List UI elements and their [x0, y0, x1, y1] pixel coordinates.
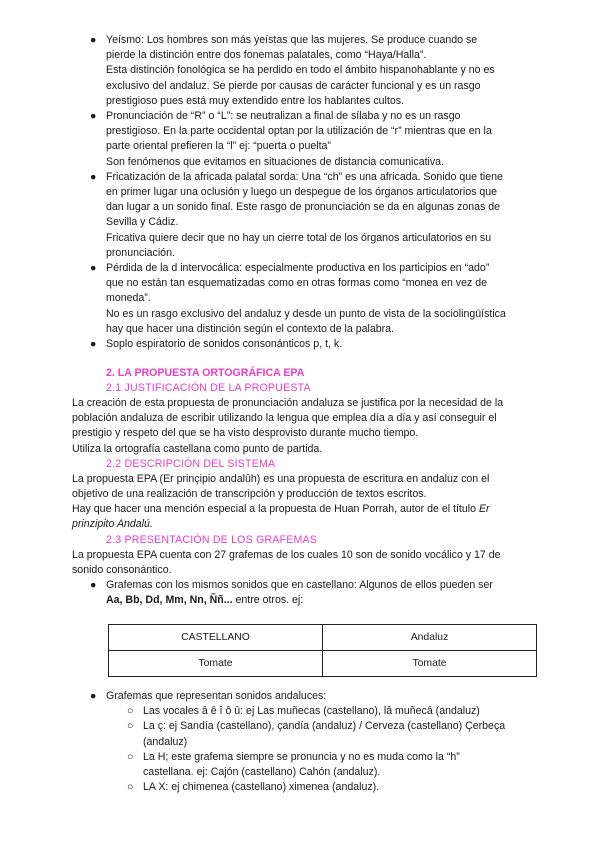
text-line: No es un rasgo exclusivo del andaluz y desde un punto de vista de la sociolingüística: [106, 307, 506, 320]
section-2: [0, 366, 600, 608]
paragraph: [0, 396, 600, 457]
grafemas-list: [0, 578, 600, 608]
text-line: Son fenómenos que evitamos en situaciones de distancia comunicativa.: [106, 155, 445, 168]
text-line: La propuesta EPA (Er prinçipio andalûh) es una propuesta de escritura en andaluz con el: [72, 472, 490, 485]
text-line: La creación de esta propuesta de pronunciación andaluza se justifica por la necesidad de la: [72, 397, 504, 409]
table-header-cell: CASTELLANO: [109, 625, 323, 651]
text-line: población andaluza de escribir utilizando la lengua que emplea día a día y así conseguir el: [72, 412, 497, 425]
text-line: hay que hacer una distinción según el contexto de la palabra.: [106, 322, 394, 335]
text-line: objetivo de una realización de transcripción y producción de textos escritos.: [72, 488, 427, 501]
text-tail: entre otros. ej:: [232, 594, 304, 607]
text-line: La ç: ej Sandía (castellano), çandía (andaluz) / Cerveza (castellano) Çerbeça: [143, 720, 506, 733]
table-cell: Tomate: [109, 651, 323, 677]
sub-list-item: [0, 719, 600, 749]
mention-text: Hay que hacer una mención especial a la propuesta de Huan Porrah, autor de el título: [72, 503, 476, 516]
bullet-icon: ●: [90, 34, 97, 46]
list-item: [0, 109, 600, 170]
text-line: prestigio y respeto del que se ha visto desprovisto durante mucho tiempo.: [72, 427, 419, 440]
sub-list-item: [0, 704, 600, 719]
text-line: (andaluz): [143, 735, 188, 748]
sub-list-item: [0, 780, 600, 795]
text-line: Las vocales â ê î ô û: ej Las muñecas (castellano), lâ muñecâ (andaluz): [143, 705, 480, 718]
text-line: pronunciación.: [106, 246, 175, 259]
text-line: Grafemas que representan sonidos andaluces:: [106, 690, 327, 702]
book-title: Er: [478, 503, 490, 516]
sub-list: [0, 704, 600, 795]
comparison-table: [108, 624, 537, 677]
text-line: La propuesta EPA cuenta con 27 grafemas de los cuales 10 son de sonido vocálico y 17 de: [72, 548, 501, 561]
text-line: parte oriental prefieren la “l” ej: “puerta o puelta”: [106, 140, 331, 153]
grafemas-andaluces: [0, 689, 600, 795]
text-line: pierde la distinción entre dos fonemas palatales, como “Haya/Halla”.: [106, 49, 427, 62]
rasgos-list: [0, 33, 600, 352]
text-line: prestigioso. En la parte occidental optan por la utilización de “r” mientras que en la: [106, 125, 492, 138]
sub-list-item: [0, 750, 600, 780]
bullet-icon: ●: [90, 110, 97, 123]
subsection-title: 2.1 JUSTIFICACIÓN DE LA PROPUESTA: [106, 382, 311, 394]
text-line: Grafemas con los mismos sonidos que en castellano: Algunos de ellos pueden ser: [106, 579, 493, 592]
text-line: LA X: ej chimenea (castellano) ximenea (andaluz).: [143, 781, 380, 794]
text-line: moneda”.: [106, 292, 151, 305]
section-title: 2. LA PROPUESTA ORTOGRÁFICA EPA: [106, 367, 305, 379]
list-item: [0, 170, 600, 261]
circle-bullet-icon: ○: [127, 720, 134, 733]
circle-bullet-icon: ○: [127, 781, 134, 794]
text-line: Pérdida de la d intervocálica: especialmente productiva en los participios en “ado”: [106, 262, 490, 275]
text-line: prestigioso pues está muy extendido entre los hablantes cultos.: [106, 94, 404, 107]
text-line: dan lugar a un sonido final. Este rasgo de pronunciación se da en algunas zonas de: [106, 201, 501, 214]
text-line: castellana. ej: Cajón (castellano) Cahón (andaluz).: [143, 766, 381, 779]
text-line: sonido consonántico.: [72, 563, 172, 576]
text-line: [72, 517, 530, 532]
list-item: [0, 337, 600, 352]
bullet-icon: ●: [90, 579, 97, 592]
list-item: [0, 689, 600, 704]
text-line: La H; este grafema siempre se pronuncia y no es muda como la “h”: [143, 750, 460, 763]
circle-bullet-icon: ○: [127, 750, 134, 763]
bullet-icon: ●: [90, 690, 97, 702]
paragraph: [0, 472, 600, 533]
text-line: [106, 593, 528, 608]
bullet-icon: ●: [90, 338, 97, 351]
text-line: Fricatización de la africada palatal sorda: Una “ch” es una africada. Sonido que tiene: [106, 170, 503, 183]
bullet-icon: ●: [90, 262, 97, 275]
text-line: [72, 502, 530, 517]
grafemas-andaluces-list: [0, 689, 600, 704]
text-line: Sevilla y Cádiz.: [106, 216, 179, 229]
table-cell: Tomate: [323, 651, 537, 677]
subsection-title: 2.2 DESCRIPCIÓN DEL SISTEMA: [106, 457, 276, 470]
text-line: Soplo espiratorio de sonidos consonánticos p, t, k.: [106, 338, 343, 351]
list-item: [0, 33, 600, 109]
text-line: que no están tan esquematizadas como en otras formas como “monea en vez de: [106, 277, 488, 290]
grafema-examples: Aa, Bb, Dd, Mm, Nn, Ññ...: [106, 594, 233, 607]
list-item: [0, 578, 600, 608]
text-line: Utiliza la ortografía castellana como punto de partida.: [72, 442, 323, 455]
list-item: [0, 261, 600, 337]
bullet-icon: ●: [90, 170, 97, 183]
table-header-row: [109, 625, 537, 651]
paragraph: [0, 548, 600, 578]
text-line: Yeísmo: Los hombres son más yeístas que las mujeres. Se produce cuando se: [106, 34, 478, 46]
text-line: Pronunciación de “R” o “L”: se neutralizan a final de sílaba y no es un rasgo: [106, 110, 461, 123]
text-line: en primer lugar una oclusión y luego un despegue de los órganos articulatorios que: [106, 186, 498, 199]
text-line: Fricativa quiere decir que no hay un cierre total de los órganos articulatorios en su: [106, 231, 492, 244]
table-row: [109, 651, 537, 677]
table-header-cell: Andaluz: [323, 625, 537, 651]
text-line: exclusivo del andaluz. Se pierde por causas de carácter funcional y es un rasgo: [106, 79, 481, 92]
subsection-title: 2.3 PRESENTACIÓN DE LOS GRAFEMAS: [106, 533, 318, 546]
book-title: prinzipito Andalú.: [72, 518, 153, 531]
text-line: Esta distinción fonológica se ha perdido en todo el ámbito hispanohablante y no es: [106, 64, 495, 77]
circle-bullet-icon: ○: [127, 705, 134, 718]
